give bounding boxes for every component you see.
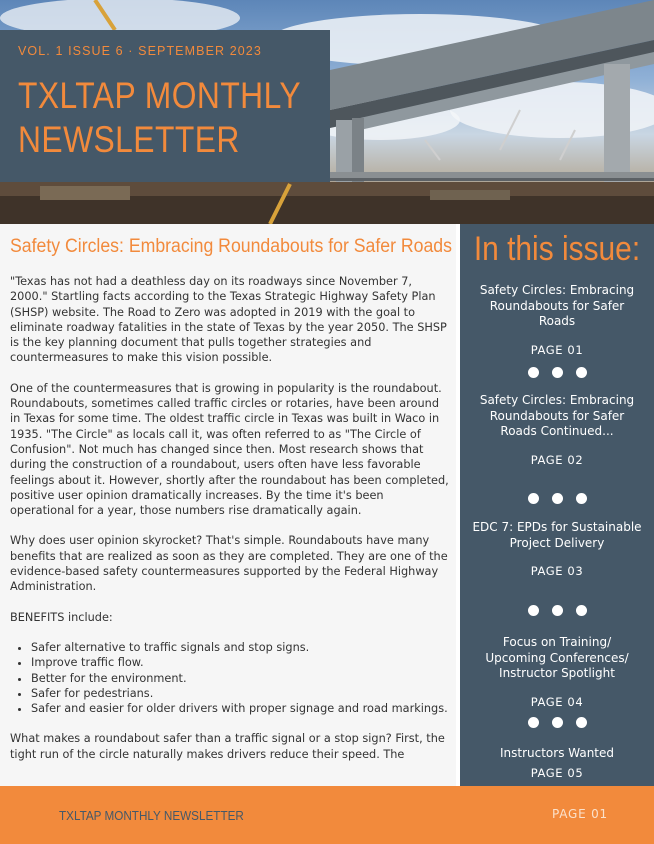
toc-entry-1[interactable] — [472, 283, 642, 357]
article-paragraph: Why does user opinion skyrocket? That's simple. Roundabouts have many benefits that are realized as soon as they are completed. They are one of the evidence-based safety countermeasures supported by the Federal Highway Administration. — [10, 534, 448, 594]
main-article — [0, 224, 456, 786]
footer-page-number: PAGE 01 — [551, 807, 608, 821]
dot-icon — [528, 493, 539, 504]
benefits-heading: BENEFITS include: — [10, 610, 113, 624]
masthead-box — [0, 30, 330, 182]
dot-icon — [576, 717, 587, 728]
benefits-list — [10, 640, 450, 716]
benefit-item: • Improve traffic flow. — [31, 655, 450, 670]
dot-icon — [552, 493, 563, 504]
page-footer — [0, 786, 654, 844]
toc-entry-title: Safety Circles: Embracing Roundabouts for Safer Roads — [479, 283, 635, 328]
dot-icon — [528, 605, 539, 616]
benefit-item: • Safer and easier for older drivers with proper signage and road markings. — [31, 701, 450, 716]
footer-newsletter-name: TXLTAP MONTHLY NEWSLETTER — [59, 808, 244, 823]
article-body — [10, 274, 450, 777]
toc-entry-page: PAGE 01 — [530, 342, 584, 357]
toc-entry-3[interactable] — [472, 520, 642, 578]
issue-line: VOL. 1 ISSUE 6 · SEPTEMBER 2023 — [18, 44, 262, 58]
benefit-item: • Safer alternative to traffic signals and stop signs. — [31, 640, 450, 655]
newsletter-title-line-1: TXLTAP MONTHLY — [18, 75, 302, 116]
separator-dots — [460, 367, 654, 378]
newsletter-title-line-2: NEWSLETTER — [18, 119, 240, 160]
dot-icon — [528, 717, 539, 728]
dot-icon — [576, 493, 587, 504]
article-headline: Safety Circles: Embracing Roundabouts for Safer Roads — [10, 236, 452, 257]
dot-icon — [576, 605, 587, 616]
in-this-issue-sidebar — [460, 224, 654, 786]
separator-dots — [460, 493, 654, 504]
dot-icon — [576, 367, 587, 378]
benefit-item: • Better for the environment. — [31, 671, 450, 686]
toc-entry-page: PAGE 05 — [530, 765, 584, 780]
separator-dots — [460, 717, 654, 728]
toc-entry-page: PAGE 03 — [530, 564, 584, 578]
dot-icon — [552, 605, 563, 616]
article-paragraph: One of the countermeasures that is growing in popularity is the roundabout. Roundabouts, sometimes called traffic circles or rotaries, have been around in Texas for some time. The oldest traffic circle in Texas was built in Waco in 1935. "The Circle" as locals call it, was often referred to as "The Circle of Confusion". Not much has changed since then. Most research shows that during the construction of a roundabout, users often have less favorable feelings about it. However, shortly after the roundabout has been completed, positive user opinion dramatically increases. By the time it's been operational for a year, those numbers rise dramatically again. — [10, 381, 449, 518]
dot-icon — [552, 717, 563, 728]
benefit-item: • Safer for pedestrians. — [31, 686, 450, 701]
newsletter-title — [18, 74, 302, 162]
toc-entry-page: PAGE 04 — [530, 694, 584, 709]
toc-entry-title: Safety Circles: Embracing Roundabouts for Safer Roads Continued... — [479, 393, 635, 438]
toc-entry-page: PAGE 02 — [530, 452, 584, 467]
separator-dots — [460, 605, 654, 616]
article-paragraph: What makes a roundabout safer than a traffic signal or a stop sign? First, the tight run of the circle naturally makes drivers reduce their speed. The — [10, 732, 445, 761]
toc-entry-title: Instructors Wanted — [499, 746, 615, 760]
header-photo — [0, 0, 654, 224]
toc-entry-4[interactable] — [472, 635, 642, 709]
toc-entry-title: Focus on Training/ Upcoming Conferences/ Instructor Spotlight — [485, 635, 629, 680]
sidebar-title: In this issue: — [473, 230, 641, 268]
dot-icon — [528, 367, 539, 378]
toc-entry-5[interactable] — [472, 746, 642, 780]
toc-entry-title: EDC 7: EPDs for Sustainable Project Delivery — [472, 520, 642, 550]
article-paragraph: "Texas has not had a deathless day on its roadways since November 7, 2000." Startling facts according to the Texas Strategic Highway Safety Plan (SHSP) website. The Road to Zero was adopted in 2019 with the goal to eliminate roadway fatalities in the state of Texas by the year 2050. The SHSP is the key planning document that pulls together strategies and countermeasures to make this vision possible. — [10, 275, 447, 365]
toc-entry-2[interactable] — [472, 393, 642, 467]
dot-icon — [552, 367, 563, 378]
